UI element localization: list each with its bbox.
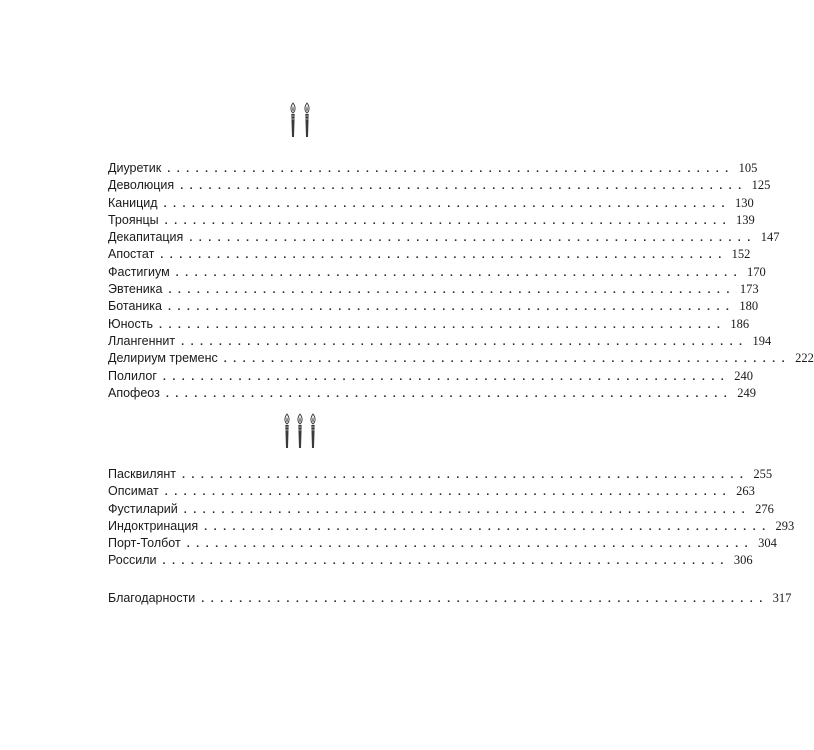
toc-entry-page: 293	[775, 518, 795, 533]
toc-entry-page: 317	[772, 591, 792, 605]
dot-leader: ............................................................	[181, 469, 750, 481]
toc-section-2	[108, 160, 814, 402]
toc-entry[interactable]	[108, 281, 759, 298]
dot-leader: ............................................................	[186, 538, 755, 551]
toc-entry[interactable]	[108, 385, 756, 402]
toc-entry-title: Ботаника	[108, 299, 162, 314]
toc-entry[interactable]	[108, 552, 753, 569]
toc-entry-page: 186	[730, 316, 750, 331]
dot-leader: ............................................................	[163, 197, 731, 210]
toc-entry-title: Диуретик	[108, 161, 162, 175]
toc-entry-page: 130	[734, 195, 754, 210]
dot-leader: ............................................................	[165, 387, 734, 400]
toc-entry[interactable]	[108, 535, 777, 552]
toc-entry-page: 173	[739, 282, 759, 297]
torch-icon	[282, 413, 292, 449]
toc-entry-page: 105	[738, 161, 758, 175]
toc-entry-page: 139	[736, 212, 755, 227]
toc-entry-title: Ллангеннит	[108, 333, 176, 348]
toc-entry[interactable]	[108, 298, 759, 315]
toc-entry-title: Фустиларий	[108, 501, 178, 516]
toc-entry[interactable]	[108, 501, 774, 518]
toc-entry-title: Полилог	[108, 368, 157, 383]
toc-entry-title: Индоктринация	[108, 518, 199, 533]
dot-leader: ............................................................	[201, 593, 769, 605]
toc-closing	[108, 590, 792, 607]
toc-entry-title: Опсимат	[108, 484, 159, 499]
toc-entry-title: Апостат	[108, 247, 155, 262]
dot-leader: ............................................................	[223, 353, 792, 366]
toc-entry-title: Порт-Толбот	[108, 536, 181, 551]
dot-leader: ............................................................	[162, 555, 730, 568]
toc-entry-title: Декапитация	[108, 230, 184, 245]
toc-entry-title: Россили	[108, 553, 157, 568]
toc-entry[interactable]	[108, 316, 750, 333]
toc-entry-page: 194	[752, 333, 772, 348]
toc-entry-page: 304	[758, 536, 777, 551]
toc-entry-title: Делириум тременс	[108, 351, 218, 366]
toc-entry-page: 276	[755, 501, 774, 516]
dot-leader: ............................................................	[180, 180, 748, 193]
section-ornament-two-torches	[0, 102, 600, 138]
toc-entry-page: 263	[736, 484, 755, 499]
dot-leader: ............................................................	[158, 318, 727, 331]
toc-entry[interactable]	[108, 483, 755, 500]
dot-leader: ............................................................	[189, 232, 757, 245]
toc-section-3	[108, 466, 795, 570]
toc-entry[interactable]	[108, 195, 754, 212]
dot-leader: ............................................................	[160, 249, 728, 262]
toc-entry-title: Деволюция	[108, 178, 175, 193]
toc-entry-page: 306	[733, 553, 753, 568]
toc-entry[interactable]	[108, 368, 754, 385]
toc-entry[interactable]	[108, 212, 755, 229]
toc-entry-page: 152	[731, 247, 751, 262]
toc-entry-title: Апофеоз	[108, 385, 160, 400]
dot-leader: ............................................................	[175, 266, 744, 279]
dot-leader: ............................................................	[164, 486, 733, 499]
toc-entry[interactable]	[108, 160, 758, 177]
toc-entry-page: 147	[760, 230, 780, 245]
dot-leader: ............................................................	[168, 284, 736, 297]
toc-entry-page: 170	[747, 264, 766, 279]
toc-entry-title: Эвтеника	[108, 282, 163, 297]
toc-entry[interactable]	[108, 350, 814, 367]
toc-entry-page: 240	[734, 368, 754, 383]
toc-entry-title: Троянцы	[108, 212, 159, 227]
toc-entry-title: Благодарности	[108, 591, 196, 605]
torch-icon	[295, 413, 305, 449]
torch-icon	[302, 102, 312, 138]
dot-leader: ............................................................	[181, 335, 749, 348]
toc-entry-page: 255	[753, 467, 773, 481]
section-ornament-three-torches	[0, 413, 600, 449]
toc-entry-title: Каницид	[108, 195, 158, 210]
toc-entry[interactable]	[108, 229, 780, 246]
dot-leader: ............................................................	[204, 520, 772, 533]
toc-entry-page: 249	[737, 385, 756, 400]
toc-entry-title: Юность	[108, 316, 153, 331]
toc-entry-title: Пасквилянт	[108, 467, 176, 481]
dot-leader: ............................................................	[167, 163, 735, 175]
toc-entry[interactable]	[108, 590, 792, 607]
torch-icon	[308, 413, 318, 449]
toc-entry[interactable]	[108, 264, 766, 281]
dot-leader: ............................................................	[162, 370, 731, 383]
toc-entry-page: 125	[751, 178, 771, 193]
dot-leader: ............................................................	[183, 503, 752, 516]
dot-leader: ............................................................	[168, 301, 736, 314]
toc-entry[interactable]	[108, 333, 772, 350]
torch-icon	[288, 102, 298, 138]
toc-entry[interactable]	[108, 177, 771, 194]
toc-entry-page: 222	[795, 351, 814, 366]
toc-entry[interactable]	[108, 246, 751, 263]
toc-entry[interactable]	[108, 466, 773, 483]
toc-entry[interactable]	[108, 518, 795, 535]
toc-entry-page: 180	[739, 299, 759, 314]
dot-leader: ............................................................	[164, 214, 733, 227]
toc-entry-title: Фастигиум	[108, 264, 170, 279]
